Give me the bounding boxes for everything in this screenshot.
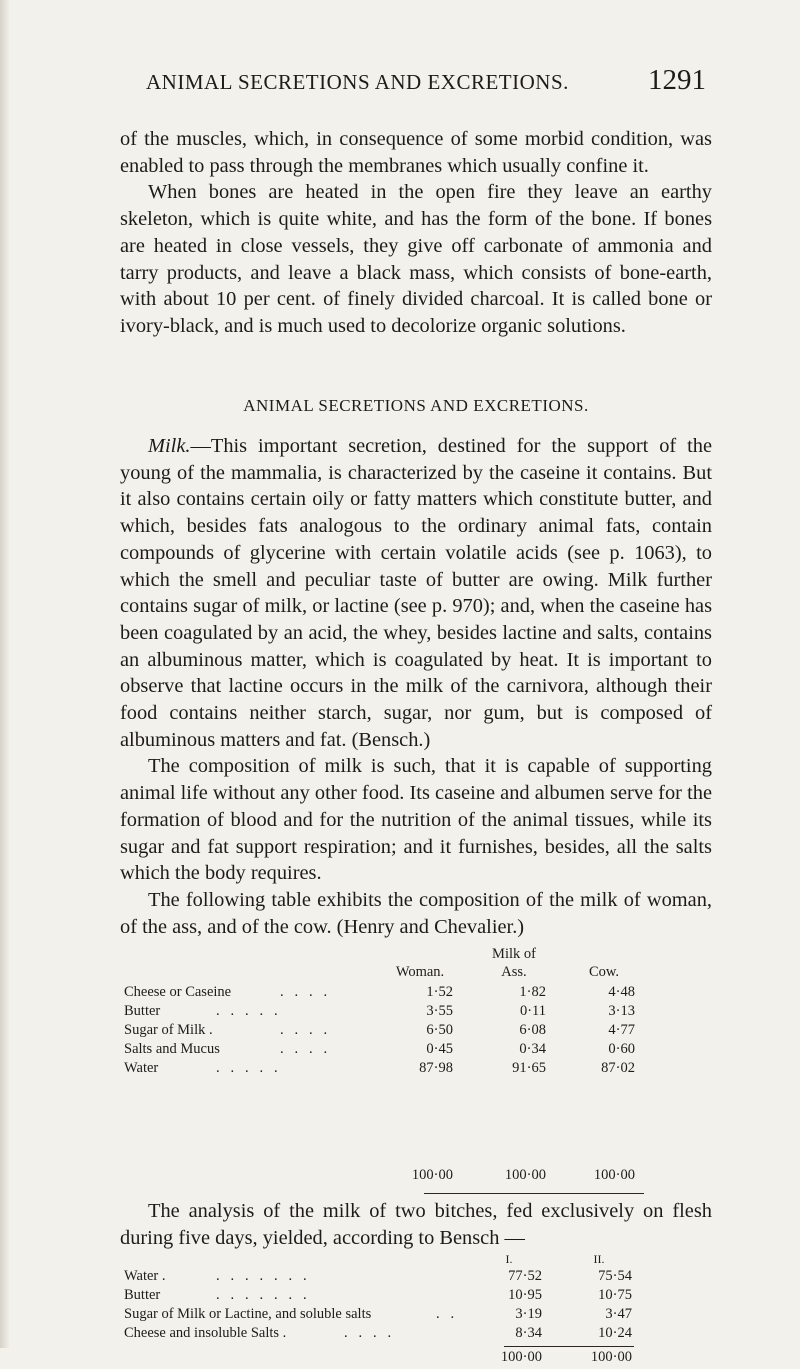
table2-cell: 10·24	[598, 1325, 632, 1341]
table2-cell: 8·34	[515, 1325, 542, 1341]
table2-row-dots: . .	[436, 1306, 455, 1322]
table2-totals-row	[124, 1349, 714, 1369]
bitches-text-block	[120, 1198, 712, 1251]
table2-row-dots: . . . .	[344, 1325, 392, 1341]
table1-header-cow: Cow.	[588, 964, 620, 980]
muscles-paragraph: of the muscles, which, in consequence of some morbid condition, was enabled to pass through the membranes which usually confine it.	[120, 128, 712, 177]
table2-row-label: Cheese and insoluble Salts .	[124, 1325, 287, 1341]
table1-total-woman: 100·00	[411, 1167, 453, 1183]
table2-row-label: Sugar of Milk or Lactine, and soluble salts	[124, 1306, 372, 1322]
page-edge-shadow	[0, 0, 10, 1348]
table2-row-dots: . . . . . . .	[216, 1287, 307, 1303]
table1-header-ass: Ass.	[501, 964, 527, 980]
table-row: Salts and Mucus . . . . 0·45 0·34 0·60	[124, 1041, 635, 1057]
milk-title: Milk.	[148, 435, 191, 457]
table-row: Water . . . . . . . . 77·52 75·54	[124, 1268, 632, 1284]
table2-row-label: Butter	[124, 1287, 161, 1303]
table2-total: 100·00	[500, 1349, 542, 1365]
table-row	[124, 1287, 714, 1307]
table-row	[124, 1306, 714, 1326]
table1-total-rule	[424, 1193, 644, 1194]
table2-total-rule	[504, 1346, 634, 1347]
table1-header-milk-of: Milk of	[492, 946, 536, 962]
running-head: ANIMAL SECRETIONS AND EXCRETIONS.	[146, 70, 569, 94]
milk-paragraph	[120, 433, 712, 753]
page-number: 1291	[648, 64, 706, 96]
bitch-milk-table-rows	[124, 1268, 714, 1365]
bitches-paragraph: The analysis of the milk of two bitches, fed exclusively on flesh during five days, yielded, according to Bensch —	[120, 1200, 712, 1249]
table2-header-ii: II.	[593, 1252, 605, 1266]
table2-cell: 10·95	[508, 1287, 542, 1303]
table2-total: 100·00	[590, 1349, 632, 1365]
table2-cell: 3·47	[605, 1306, 632, 1322]
table1-total-rule-container	[124, 1193, 714, 1194]
table2-cell: 3·19	[515, 1306, 542, 1322]
table-row: Sugar of Milk . . . . . 6·50 6·08 4·77	[124, 1022, 635, 1038]
bones-text-block	[120, 126, 712, 340]
table-intro-paragraph: The following table exhibits the composition of the milk of woman, of the ass, and of the cow. (Henry and Chevalier.)	[120, 888, 712, 938]
table-row: Butter . . . . . 3·55 0·11 3·13	[124, 1003, 635, 1019]
section-heading: ANIMAL SECRETIONS AND EXCRETIONS.	[243, 396, 589, 415]
page-header	[120, 64, 706, 104]
milk-text-block	[120, 433, 712, 940]
bones-paragraph: When bones are heated in the open fire they leave an earthy skeleton, which is quite white, and has the form of the bone. If bones are heated in close vessels, they give off carbonate of ammonia and tarry products, and leave a black mass, which consists of bone-earth, with about 10 per cent. of finely divided charcoal. It is called bone or ivory-black, and is much used to decolorize organic solutions.	[120, 181, 712, 337]
table2-cell: 10·75	[598, 1287, 632, 1303]
table-row: Cheese or Caseine . . . . 1·52 1·82 4·48	[124, 984, 635, 1000]
table1-total-cow: 100·00	[593, 1167, 635, 1183]
table-row: Water . . . . . 87·98 91·65 87·02	[124, 1060, 635, 1076]
composition-paragraph: The composition of milk is such, that it is capable of supporting animal life without any other food. Its caseine and albumen serve for the formation of blood and for the nutrition of the animal tissues, while its sugar and fat support respiration; and it furnishes, besides, all the salts which the body requires.	[120, 755, 712, 885]
table1-totals	[124, 1167, 714, 1187]
table-row	[124, 1325, 714, 1345]
milk-paragraph-body: —This important secretion, destined for the support of the young of the mammalia, is characterized by the caseine it contains. But it also contains certain oily or fatty matters which constitute butter, and which, besides fats analogous to the ordinary animal fats, contain compounds of glycerine with certain volatile acids (see p. 1063), to which the smell and peculiar taste of butter are owing. Milk further contains sugar of milk, or lactine (see p. 970); and, when the caseine has been coagulated by an acid, the whey, besides lactine and salts, contains an albuminous matter, which is coagulated by heat. It is important to observe that lactine occurs in the milk of the carnivora, although their food contains neither starch, sugar, nor gum, but is composed of albuminous matters and fat. (Bensch.)	[120, 435, 712, 751]
table1-header-woman: Woman.	[395, 964, 445, 980]
table1-total-ass: 100·00	[504, 1167, 546, 1183]
table2-header-i: I.	[505, 1252, 513, 1266]
milk-composition-table	[124, 946, 714, 1080]
